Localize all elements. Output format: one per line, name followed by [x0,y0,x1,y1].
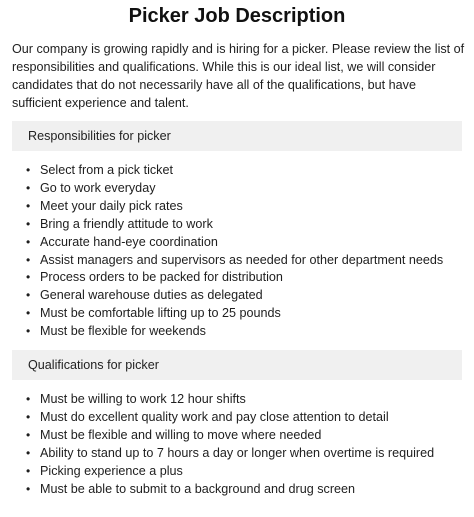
list-item-label: Accurate hand-eye coordination [40,234,218,249]
bullet-icon: • [26,216,31,231]
list-item [24,269,443,287]
responsibilities-list [24,162,443,341]
list-item-label: Select from a pick ticket [40,163,173,177]
list-item [24,427,434,445]
list-item [24,252,443,270]
bullet-icon: • [26,306,31,321]
list-item-label: Go to work everyday [40,180,156,195]
bullet-icon: • [26,180,31,195]
bullet-icon: • [26,288,31,303]
list-item-label: Picking experience a plus [40,463,183,478]
intro-paragraph: Our company is growing rapidly and is hiring for a picker. Please review the list of responsibilities and qualifications. While this is our ideal list, we will consider candidates that do not necessarily have all of the qualifications, but have sufficient experience and talent. [12,42,465,110]
list-item-label: General warehouse duties as delegated [40,288,263,303]
bullet-icon: • [26,392,31,406]
page-title: Picker Job Description [128,5,346,27]
list-item-label: Must do excellent quality work and pay close attention to detail [40,409,389,424]
list-item-label: Must be comfortable lifting up to 25 pounds [40,306,281,321]
list-item [24,391,434,409]
list-item-label: Meet your daily pick rates [40,198,183,213]
bullet-icon: • [26,270,31,285]
list-item-label: Process orders to be packed for distribution [40,270,283,285]
responsibilities-header: Responsibilities for picker [12,121,462,151]
list-item [24,305,443,323]
bullet-icon: • [26,324,31,339]
bullet-icon: • [26,409,31,424]
list-item-label: Must be flexible for weekends [40,324,206,339]
qualifications-list [24,391,434,498]
list-item-label: Ability to stand up to 7 hours a day or longer when overtime is required [40,445,435,460]
bullet-icon: • [26,163,31,177]
list-item [24,463,434,481]
list-item-label: Must be willing to work 12 hour shifts [40,392,246,406]
list-item [24,409,434,427]
list-item-label: Bring a friendly attitude to work [40,216,213,231]
list-item [24,162,443,180]
bullet-icon: • [26,463,31,478]
list-item [24,445,434,463]
bullet-icon: • [26,445,31,460]
list-item-label: Must be flexible and willing to move where needed [40,427,322,442]
bullet-icon: • [26,198,31,213]
list-item [24,180,443,198]
bullet-icon: • [26,427,31,442]
bullet-icon: • [26,481,31,496]
list-item [24,198,443,216]
bullet-icon: • [26,234,31,249]
list-item [24,481,434,499]
list-item-label: Must be able to submit to a background and drug screen [40,481,356,496]
list-item [24,234,443,252]
list-item [24,287,443,305]
list-item [24,216,443,234]
list-item-label: Assist managers and supervisors as needed for other department needs [40,252,444,267]
list-item [24,323,443,341]
qualifications-header: Qualifications for picker [12,350,462,380]
bullet-icon: • [26,252,31,267]
